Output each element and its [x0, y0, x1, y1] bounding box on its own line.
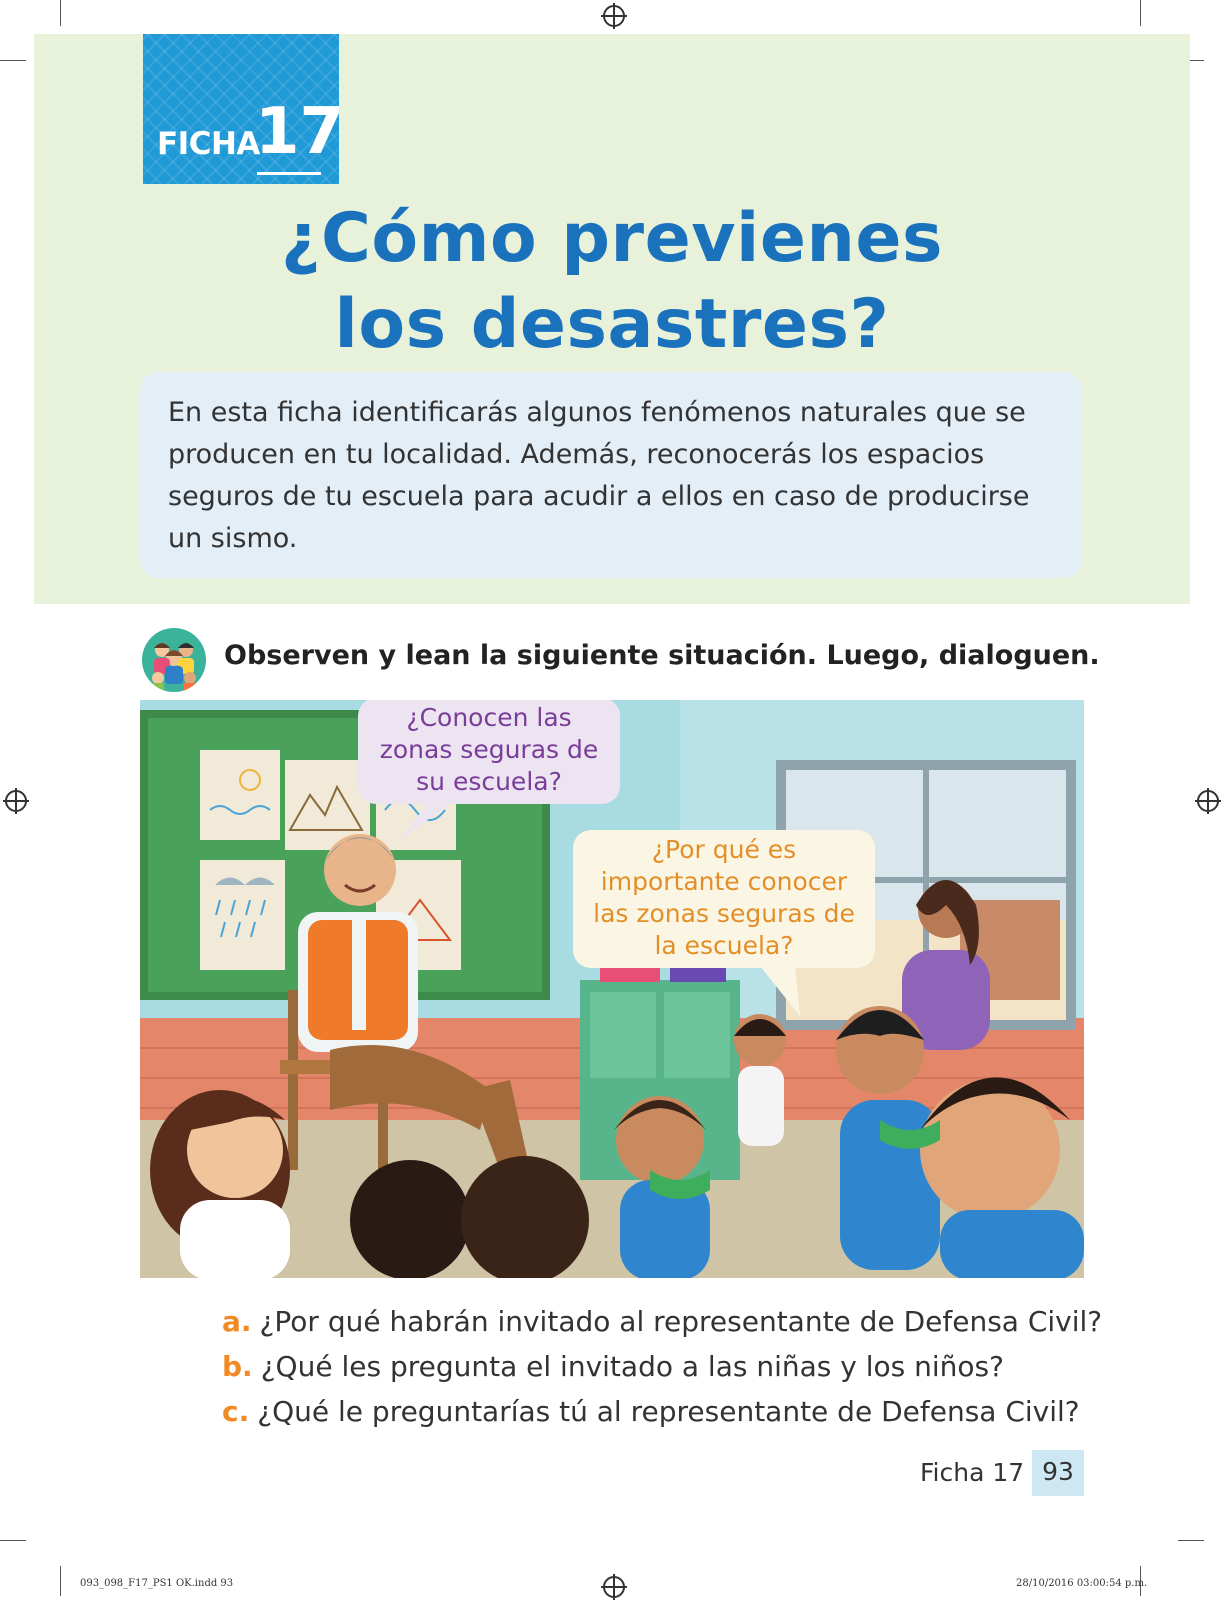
page-number-box — [1032, 1450, 1084, 1496]
bubble-line: importante conocer — [600, 867, 848, 896]
speech-bubble-man — [358, 700, 620, 804]
question-c — [222, 1395, 1080, 1428]
crop-mark — [1178, 1540, 1204, 1541]
bubble-line: zonas seguras de — [379, 735, 599, 764]
question-a — [222, 1305, 1102, 1338]
slug-file: 093_098_F17_PS1 OK.indd 93 — [80, 1578, 234, 1589]
question-text: ¿Qué le preguntarías tú al representante de Defensa Civil? — [257, 1395, 1080, 1428]
crop-mark — [0, 1540, 26, 1541]
page-title — [34, 196, 1190, 368]
bubble-line: ¿Conocen las — [406, 703, 572, 732]
question-letter: a. — [222, 1305, 252, 1338]
footer-ficha-label: Ficha 17 — [920, 1458, 1025, 1487]
title-line-1: ¿Cómo previenes — [281, 199, 943, 278]
question-text: ¿Por qué habrán invitado al representante de Defensa Civil? — [259, 1305, 1103, 1338]
page-number: 93 — [1042, 1457, 1074, 1486]
instruction-text: Observen y lean la siguiente situación. Luego, dialoguen. — [224, 640, 1100, 671]
ficha-badge — [143, 34, 345, 184]
bubble-line: las zonas seguras de — [593, 899, 855, 928]
group-children-icon — [142, 628, 206, 692]
question-letter: b. — [222, 1350, 253, 1383]
registration-mark-icon — [603, 1576, 625, 1598]
slug-date: 28/10/2016 03:00:54 p.m. — [1016, 1578, 1148, 1589]
bubble-line: ¿Por qué es — [651, 835, 797, 864]
question-letter: c. — [222, 1395, 250, 1428]
ficha-label: FICHA — [157, 126, 260, 162]
title-line-2: los desastres? — [334, 285, 890, 364]
ficha-number: 17 — [255, 95, 345, 169]
intro-box — [140, 372, 1082, 578]
question-b — [222, 1350, 1004, 1383]
question-text: ¿Qué les pregunta el invitado a las niñas y los niños? — [260, 1350, 1004, 1383]
bubble-line: la escuela? — [654, 931, 794, 960]
registration-mark-icon — [5, 790, 27, 812]
crop-mark — [1140, 0, 1141, 26]
bubble-line: su escuela? — [416, 767, 562, 796]
crop-mark — [0, 60, 26, 61]
speech-bubble-child — [573, 830, 875, 968]
intro-text: En esta ficha identificarás algunos fenómenos naturales que se producen en tu localidad. Además, reconocerás los espacios seguros de tu escuela para acudir a ellos en caso de producirse un sismo. — [168, 397, 1030, 554]
registration-mark-icon — [603, 5, 625, 27]
registration-mark-icon — [1197, 790, 1219, 812]
crop-mark — [60, 1566, 61, 1596]
ficha-underline — [257, 172, 321, 175]
crop-mark — [60, 0, 61, 26]
classroom-illustration — [140, 700, 1084, 1278]
